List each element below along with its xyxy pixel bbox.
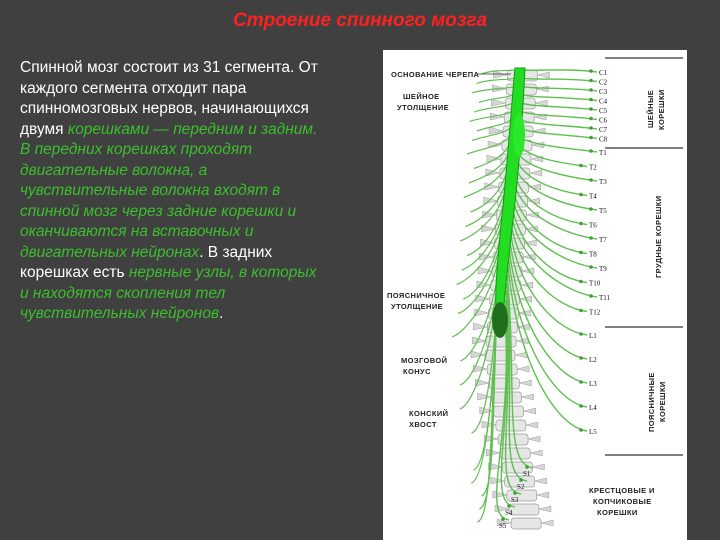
nerve-ganglion — [501, 517, 505, 521]
label-sacral-3: КОРЕШКИ — [597, 508, 638, 517]
segment-label: T5 — [599, 207, 607, 215]
label-sacral-1: КРЕСТЦОВЫЕ И — [589, 486, 655, 495]
label-conus-2: КОНУС — [403, 367, 431, 376]
label-sacral-2: КОПЧИКОВЫЕ — [593, 497, 652, 506]
segment-label: T12 — [589, 308, 601, 317]
segment-label: T10 — [589, 279, 601, 288]
segment-label: L4 — [589, 404, 597, 412]
nerve-ganglion — [579, 280, 583, 284]
nerve-ganglion — [589, 126, 593, 130]
segment-label: L3 — [589, 380, 597, 388]
label-lumbar-enlargement-1: ПОЯСНИЧНОЕ — [387, 291, 446, 300]
segment-label: C8 — [599, 135, 608, 144]
segment-label: L1 — [589, 332, 597, 340]
segment-label: T11 — [599, 294, 611, 302]
nerve-ganglion — [589, 265, 593, 269]
segment-label: T7 — [599, 236, 607, 244]
label-thoracic-roots: ГРУДНЫЕ КОРЕШКИ — [654, 195, 663, 278]
vertebra — [500, 448, 530, 459]
segment-label: T1 — [599, 149, 607, 157]
label-lumbar-enlargement-2: УТОЛЩЕНИЕ — [391, 302, 444, 311]
spinal-cord-svg — [383, 50, 687, 540]
segment-label: S3 — [511, 496, 519, 504]
label-conus-1: МОЗГОВОЙ — [401, 356, 448, 365]
label-cauda-2: ХВОСТ — [409, 420, 437, 429]
slide-title: Строение спинного мозга — [232, 10, 488, 31]
nerve-ganglion — [579, 356, 583, 360]
segment-label: S1 — [523, 470, 531, 478]
label-cervical-enlargement-1: ШЕЙНОЕ — [403, 92, 440, 101]
nerve-ganglion — [579, 380, 583, 384]
text-part-3: . В задних корешках есть — [20, 243, 273, 281]
segment-label: C4 — [599, 97, 608, 106]
label-lumbar-roots-2: КОРЕШКИ — [658, 381, 667, 422]
nerve-ganglion — [589, 69, 593, 73]
segment-label: T3 — [599, 178, 607, 186]
nerve-ganglion — [579, 404, 583, 408]
nerve-ganglion — [519, 478, 523, 482]
label-cervical-roots-2: КОРЕШКИ — [657, 89, 666, 130]
nerve-ganglion — [589, 136, 593, 140]
label-skull-base: ОСНОВАНИЕ ЧЕРЕПА — [391, 70, 480, 79]
segment-label: C2 — [599, 78, 608, 87]
segment-label: T8 — [589, 250, 597, 259]
label-lumbar-roots-1: ПОЯСНИЧНЫЕ — [647, 372, 656, 432]
nerve-ganglion — [589, 294, 593, 298]
nerve-ganglion — [579, 251, 583, 255]
vertebra — [509, 504, 539, 515]
nerve-ganglion — [579, 164, 583, 168]
segment-label: C6 — [599, 116, 608, 125]
segment-label: S2 — [517, 483, 525, 491]
nerve-ganglion — [589, 79, 593, 83]
segment-label: C3 — [599, 88, 608, 96]
segment-label: L5 — [589, 428, 597, 436]
segment-label: T9 — [599, 265, 607, 273]
nerve-ganglion — [589, 117, 593, 121]
nerve-ganglion — [589, 98, 593, 102]
text-part-4-highlight: нервные узлы, в которых и находятся скопления тел чувствительных нейронов — [20, 264, 317, 322]
segment-label: S4 — [505, 509, 513, 517]
label-cervical-roots-1: ШЕЙНЫЕ — [646, 89, 655, 128]
nerve-ganglion — [589, 149, 593, 153]
segment-label: T2 — [589, 163, 597, 172]
nerve-ganglion — [589, 207, 593, 211]
segment-label: S5 — [499, 522, 507, 530]
segment-label: L2 — [589, 356, 597, 364]
lumbar-enlargement — [492, 302, 508, 338]
nerve-ganglion — [579, 193, 583, 197]
nerve-ganglion — [579, 309, 583, 313]
nerve-ganglion — [579, 222, 583, 226]
segment-label: T6 — [589, 221, 597, 230]
description-paragraph — [20, 58, 320, 325]
segment-label: C7 — [599, 126, 608, 134]
segment-label: C1 — [599, 69, 608, 77]
nerve-ganglion — [579, 428, 583, 432]
cervical-enlargement — [513, 113, 525, 157]
vertebra — [496, 420, 526, 431]
nerve-ganglion — [579, 332, 583, 336]
text-part-1: Спинной мозг состоит из 31 сегмента. От каждого сегмента отходит пара спинномозговых нервов, начинающихся двумя — [20, 59, 318, 138]
nerve-ganglion — [589, 178, 593, 182]
nerve-ganglion — [513, 491, 517, 495]
nerve-ganglion — [507, 504, 511, 508]
segment-label: T4 — [589, 192, 597, 201]
nerve-ganglion — [525, 465, 529, 469]
label-cervical-enlargement-2: УТОЛЩЕНИЕ — [397, 103, 450, 112]
text-part-5: . — [219, 305, 224, 322]
vertebra — [511, 518, 541, 529]
segment-label: C5 — [599, 107, 608, 115]
nerve-ganglion — [589, 107, 593, 111]
text-part-2-highlight: корешками — передним и задним. В передних корешках проходят двигательные волокна, а чувствительные волокна входят в спинной мозг через задние корешки и оканчиваются на вставочных и двигательных нейронах — [20, 120, 318, 261]
label-cauda-1: КОНСКИЙ — [409, 409, 449, 418]
nerve-ganglion — [589, 88, 593, 92]
spinal-cord-diagram — [383, 50, 687, 540]
nerve-ganglion — [589, 236, 593, 240]
